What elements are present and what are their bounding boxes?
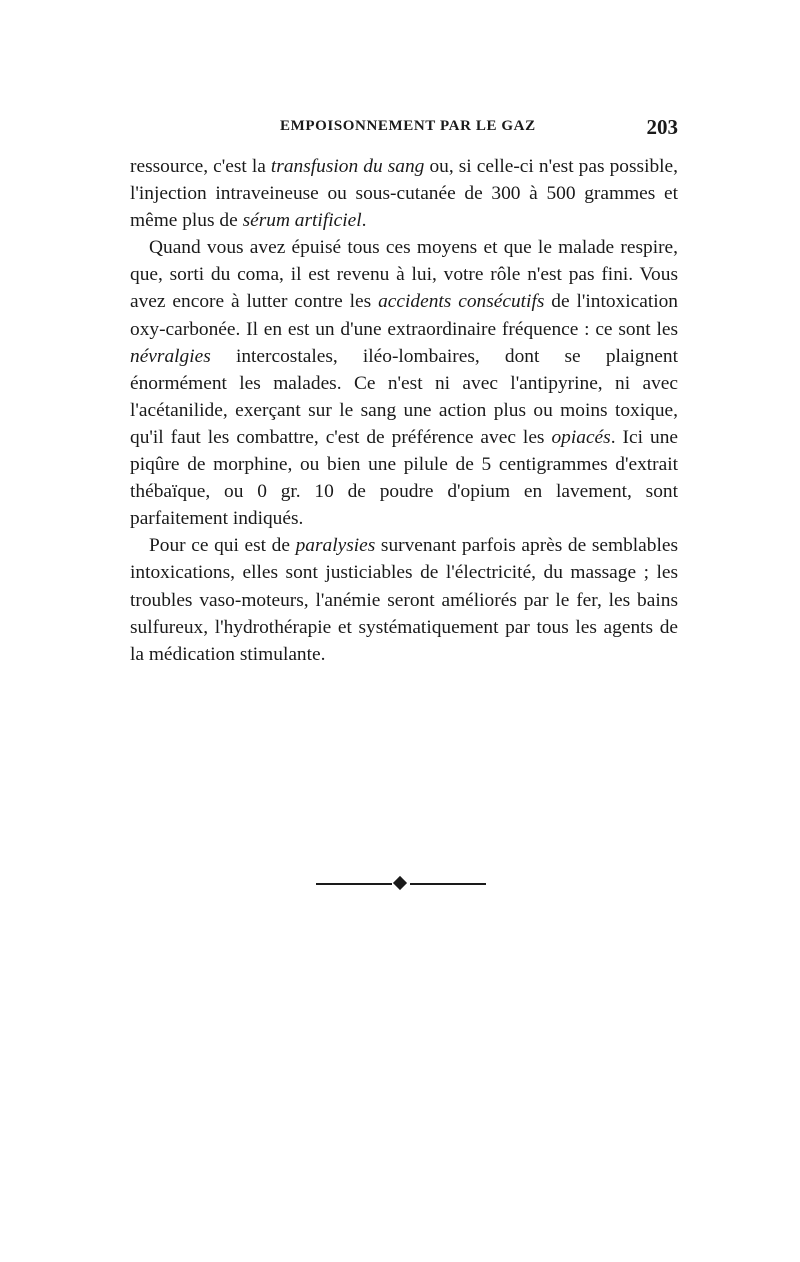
italic-text: accidents consécutifs xyxy=(378,291,545,313)
italic-text: opiacés xyxy=(551,426,611,448)
text-run: ressource, c'est la xyxy=(130,156,271,177)
italic-text: paralysies xyxy=(295,535,376,557)
page-number: 203 xyxy=(646,115,678,139)
paragraph-3 xyxy=(130,532,678,667)
text-run: Quand vous avez épuisé tous ces moyens et que le malade respire, que, sorti du coma, il est revenu à lui, votre rôle n'est pas fini. Vous avez encore à lutter contre les xyxy=(130,237,678,313)
paragraph-1 xyxy=(130,153,678,234)
italic-text: sérum artificiel xyxy=(242,210,362,232)
running-head xyxy=(130,115,678,142)
text-run: ou, si celle-ci n'est pas possible, l'injection intraveineuse ou sous-cutanée de 300 à 500 grammes et même plus de xyxy=(130,156,678,232)
text-run: survenant parfois après de semblables intoxications, elles sont justiciables de l'électricité, du massage ; les troubles vaso-moteurs, l'anémie seront améliorés par le fer, les bains sulfureux, l'hydrothérapie et systématiquement par tous les agents de la médication stimulante. xyxy=(130,535,679,665)
italic-text: transfusion du sang xyxy=(270,156,425,177)
running-title: EMPOISONNEMENT PAR LE GAZ xyxy=(280,118,536,134)
ornament-rule-left xyxy=(316,883,392,885)
diamond-icon xyxy=(393,876,407,890)
paragraph-2 xyxy=(130,234,678,532)
text-run: . Ici une piqûre de morphine, ou bien une pilule de 5 centigrammes d'extrait thébaïque, ou 0 gr. 10 de poudre d'opium en lavement, sont parfaitement indiqués. xyxy=(130,426,678,530)
text-run: intercostales, iléo-lombaires, dont se plaignent énormément les malades. Ce n'est ni avec l'antipyrine, ni avec l'acétanilide, exerçant sur le sang une action plus ou moins toxique, qu'il faut les combattre, c'est de préférence avec les xyxy=(130,345,678,448)
text-run: . xyxy=(361,210,367,232)
end-ornament xyxy=(316,876,486,892)
italic-text: névralgies xyxy=(130,345,211,367)
text-run: de l'intoxication oxy-carbonée. Il en est un d'une extraordinaire fréquence : ce sont les xyxy=(130,291,678,340)
body-text xyxy=(130,153,678,668)
text-run: Pour ce qui est de xyxy=(149,535,296,557)
ornament-rule-right xyxy=(410,883,486,885)
